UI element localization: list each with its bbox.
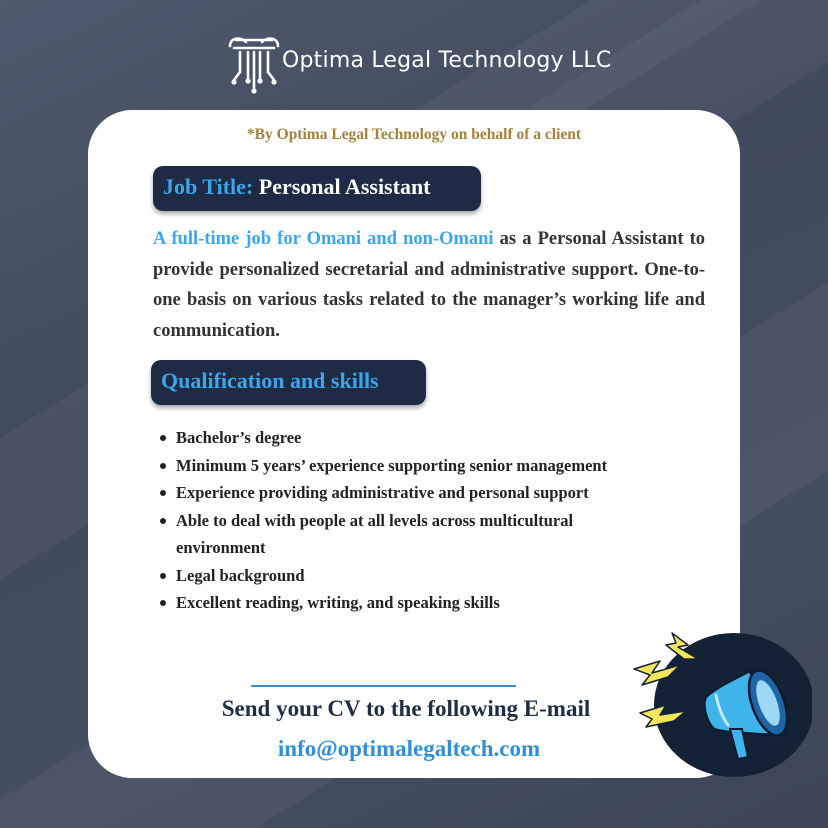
divider [251, 685, 516, 687]
job-description [153, 224, 705, 346]
list-item: Experience providing administrative and personal support [158, 479, 618, 507]
job-description-highlight: A full-time job for Omani and non-Omani [153, 229, 494, 249]
contact-email-link[interactable]: info@optimalegaltech.com [277, 736, 541, 761]
byline: *By Optima Legal Technology on behalf of a client [246, 126, 582, 143]
list-item: Able to deal with people at all levels across multicultural environment [158, 507, 618, 562]
list-item: Legal background [158, 562, 618, 590]
cv-call-to-action: Send your CV to the following E-mail [221, 696, 591, 721]
job-description-text: as a Personal Assistant to provide personalized secretarial and administrative support. One-to-one basis on various tasks related to the manager’s working life and communication. [153, 229, 705, 341]
megaphone-icon [622, 625, 812, 785]
header [0, 28, 828, 98]
list-item: Bachelor’s degree [158, 424, 618, 452]
list-item: Minimum 5 years’ experience supporting senior management [158, 452, 618, 480]
qualifications-banner [151, 360, 426, 405]
skills-list [158, 424, 618, 617]
company-name: Optima Legal Technology LLC [282, 48, 612, 73]
job-title-banner [153, 166, 481, 211]
job-title-value: Personal Assistant [258, 174, 431, 199]
job-title-label: Job Title: [163, 174, 254, 199]
list-item: Excellent reading, writing, and speaking skills [158, 589, 618, 617]
qualifications-heading: Qualification and skills [161, 368, 379, 393]
pillar-circuit-logo-icon [226, 32, 282, 96]
